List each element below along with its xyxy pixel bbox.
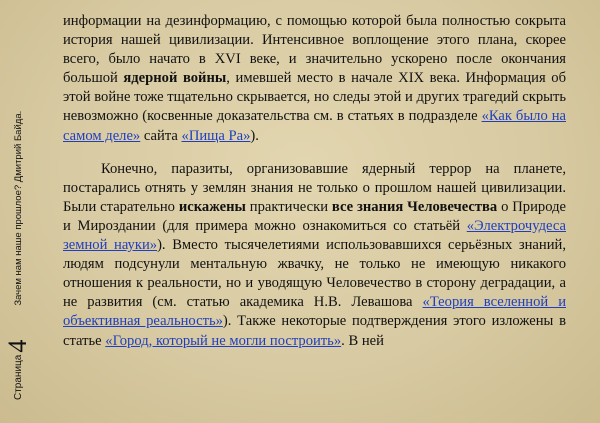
paragraph-2 [63, 160, 566, 351]
paragraph-text: о Природе и Мироздании (для примера можно ознакомиться со статьёй [63, 198, 566, 234]
page-label: Страница [12, 354, 24, 400]
paragraph-text: , имевшей место в начале XIX века. Информация об этой войне тоже тщательно скрывается, но следы этой и других трагедий скрыть невозможно (косвенные доказательства см. в статьях в подразделе [63, 70, 566, 125]
paragraph-text: Конечно, паразиты, организовавшие ядерный террор на планете, постарались отнять у землян знания не только о прошлом нашей цивилизации. Были старательно [63, 160, 566, 215]
paragraph-text: . В ней [341, 332, 384, 349]
paragraph-text: ). [250, 127, 259, 144]
paragraph-text: сайта [140, 127, 182, 144]
link-kak-bylo[interactable]: «Как было на самом деле» [63, 108, 566, 144]
book-title: Зачем нам наше прошлое? Дмитрий Байда. [12, 110, 24, 306]
sidebar-text [3, 40, 32, 400]
page-content [63, 12, 566, 351]
bold-phrase: все знания Человечества [331, 198, 498, 215]
paragraph-1 [63, 12, 566, 146]
paragraph-text: информации на дезинформацию, с помощью которой была полностью сокрыта история нашей цивилизации. Интенсивное воплощение этого плана, скорее всего, было начато в XVI веке, и значительно ускорено после окончания большой [63, 13, 566, 87]
page-sidebar [0, 0, 42, 423]
bold-phrase: искажены [178, 198, 246, 215]
link-gorod[interactable]: «Город, который не могли построить» [105, 332, 342, 349]
link-elektrochudesa[interactable]: «Электрочудеса земной науки» [63, 217, 566, 254]
paragraph-text: ). Вместо тысячелетиями использовавшихся серьёзных знаний, людям подсунули ментальную жвачку, не только не имеющую никакого отношения к реальности, но и уводящую Человечество в сторону деградации, а не развития (см. статью академика Н.В. Левашова [63, 237, 566, 311]
page-number: 4 [3, 339, 32, 353]
paragraph-text: практически [245, 198, 332, 215]
bold-phrase: ядерной войны [123, 70, 227, 87]
link-pishcha-ra[interactable]: «Пища Ра» [181, 127, 251, 144]
link-teoriya-vselennoy[interactable]: «Теория вселенной и объективная реальность» [63, 294, 567, 330]
paragraph-text: ). Также некоторые подтверждения этого изложены в статье [63, 313, 567, 349]
